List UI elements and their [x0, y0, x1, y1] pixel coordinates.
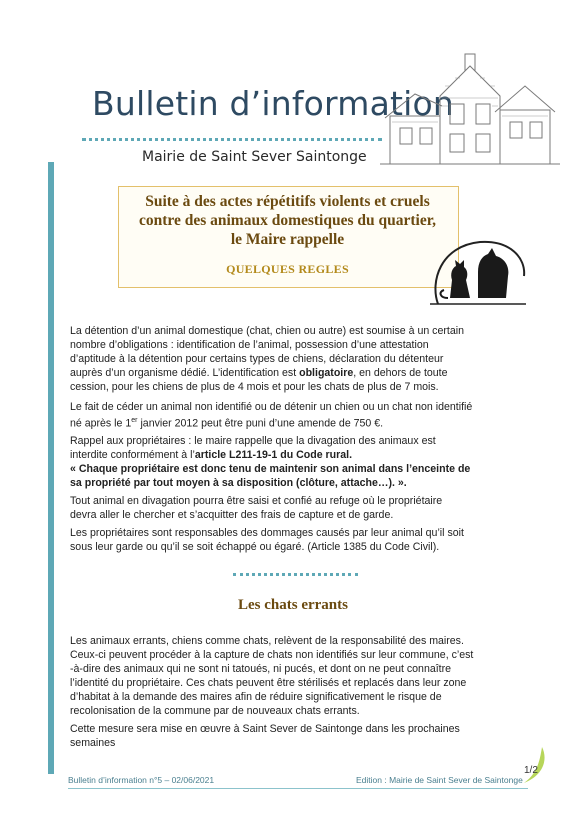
- body-line: La détention d’un animal domestique (chat, chien ou autre) est soumise à un certain: [70, 325, 464, 337]
- body-line: cession, pour les chiens de plus de 4 mois et pour les chats de plus de 7 mois.: [70, 381, 439, 393]
- chats-line: Cette mesure sera mise en œuvre à Saint Sever de Saintonge dans les prochaines: [70, 723, 460, 735]
- mairie-subtitle: Mairie de Saint Sever Saintonge: [142, 149, 367, 165]
- footer-edition: Edition : Mairie de Saint Sever de Saintonge: [356, 775, 523, 785]
- notice-line-1: Suite à des actes répétitifs violents et cruels: [145, 193, 430, 210]
- quote-line: « Chaque propriétaire est donc tenu de maintenir son animal dans l’enceinte de: [70, 463, 471, 475]
- chats-line: Les animaux errants, chiens comme chats, relèvent de la responsabilité des maires.: [70, 635, 464, 647]
- body-line: nombre d’obligations : identification de l’animal, possession d’une attestation: [70, 339, 429, 351]
- cat-and-dog-silhouette-icon: [420, 232, 530, 312]
- body-line: [70, 414, 516, 431]
- body-text: né après le 1: [70, 417, 132, 430]
- body-line: devra aller le chercher et s’acquitter des frais de capture et de garde.: [70, 509, 394, 521]
- body-line: sous leur garde ou qu’il se soit échappé ou égaré. (Article 1385 du Code Civil).: [70, 541, 440, 553]
- body-line: [70, 366, 516, 380]
- body-line: [70, 448, 516, 462]
- chats-errants-heading: Les chats errants: [238, 597, 348, 613]
- town-hall-sketch-icon: [380, 46, 560, 172]
- chats-line: l’identité du propriétaire. Ces chats peuvent être stérilisés et replacés dans leur zone: [70, 677, 467, 689]
- rules-label: QUELQUES REGLES: [226, 262, 349, 276]
- bulletin-title: Bulletin d’information: [92, 84, 455, 123]
- bold-article: article L211-19-1 du Code rural.: [194, 449, 353, 461]
- chats-line: Ceux-ci peuvent procéder à la capture de chats non identifiés sur leur commune, c’est: [70, 649, 474, 661]
- notice-heading: [118, 192, 457, 249]
- notice-line-3: le Maire rappelle: [230, 231, 345, 248]
- page-number: 1/2: [524, 765, 538, 776]
- dotted-divider: [82, 138, 382, 141]
- body-text: interdite conformément à l’: [70, 449, 195, 461]
- body-line: Le fait de céder un animal non identifié ou de détenir un chien ou un chat non identifié: [70, 401, 473, 413]
- body-line: d’aptitude à la détention pour certains types de chiens, déclaration du détenteur: [70, 353, 444, 365]
- body-text: auprès d’un organisme dédié. L’identification est: [70, 367, 297, 379]
- chats-line: d’habitat à la demande des maires afin de réduire significativement le risque de: [70, 691, 442, 703]
- chats-line: semaines: [70, 737, 116, 749]
- dotted-divider: [233, 573, 358, 576]
- body-text: , en dehors de toute: [353, 367, 448, 379]
- bold-obligatoire: obligatoire: [299, 367, 354, 379]
- side-accent-bar: [48, 162, 54, 774]
- notice-line-2: contre des animaux domestiques du quartier,: [138, 212, 437, 229]
- chats-line: recolonisation de la commune par de nouveaux chats errants.: [70, 705, 360, 717]
- body-line: Les propriétaires sont responsables des dommages causés par leur animal qu’il soit: [70, 527, 464, 539]
- footer-bulletin-info: Bulletin d’information n°5 – 02/06/2021: [68, 775, 215, 785]
- footer-rule: [68, 788, 528, 789]
- chats-line: -à-dire des animaux qui ne sont ni tatoués, ni pucés, et dont on ne peut connaître: [70, 663, 452, 675]
- body-text: janvier 2012 peut être puni d’une amende de 750 €.: [137, 417, 384, 430]
- body-line: Tout animal en divagation pourra être saisi et confié au refuge où le propriétaire: [70, 495, 443, 507]
- body-line: Rappel aux propriétaires : le maire rappelle que la divagation des animaux est: [70, 435, 436, 447]
- quote-line: sa propriété par tout moyen à sa disposition (clôture, attache…). ».: [70, 477, 407, 489]
- superscript: er: [131, 417, 138, 424]
